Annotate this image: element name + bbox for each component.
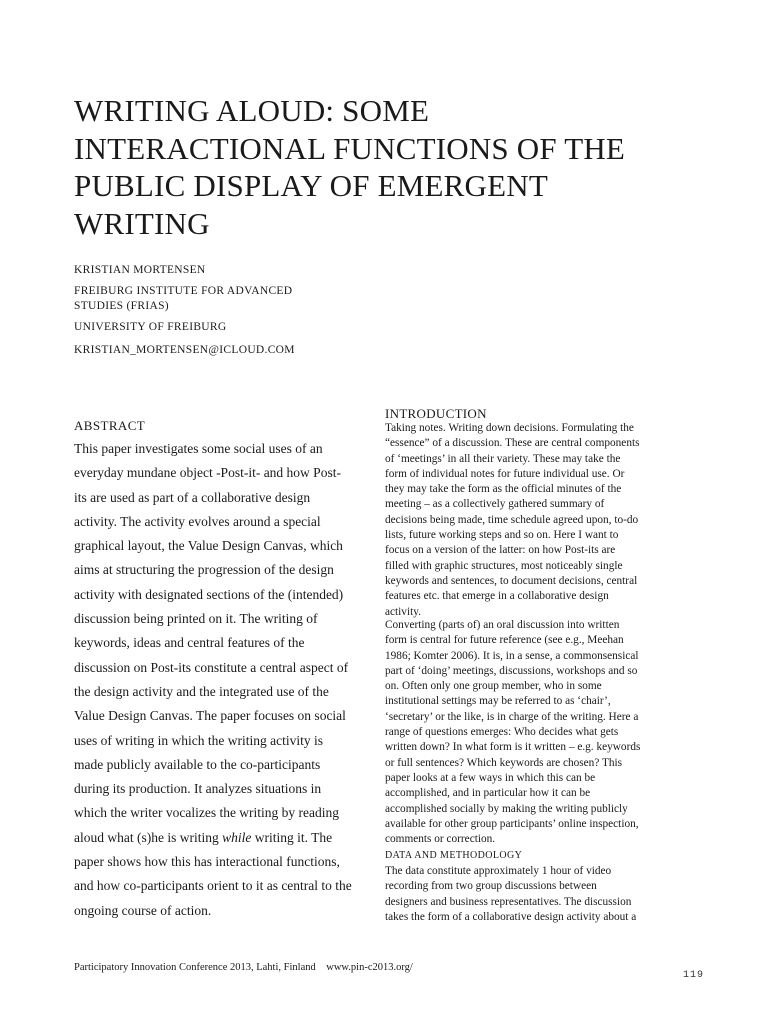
intro-line: Converting (parts of) an oral discussion into written (385, 619, 620, 631)
intro-line: filled with graphic structures, most noticeably single (385, 559, 623, 572)
intro-line: part of ‘doing’ meetings, discussions, workshops and so (385, 664, 638, 677)
intro-line: available for other group participants’ online inspection, (385, 817, 639, 830)
intro-line: or full sentences? Which keywords are chosen? This (385, 756, 623, 769)
intro-line: focus on a version of the latter: on how Post-its are (385, 544, 616, 557)
intro-line: comments or correction. (385, 833, 496, 846)
abstract-line: uses of writing in which the writing activity is (74, 732, 323, 748)
intro-line: meeting – as a collectively gathered summary of (385, 498, 605, 511)
abstract-line: ongoing course of action. (74, 902, 212, 918)
abstract-line: which the writer vocalizes the writing by reading (74, 805, 340, 821)
abstract-line-end: writing it. The (251, 829, 333, 845)
title-line: INTERACTIONAL FUNCTIONS OF THE (74, 130, 626, 166)
intro-line: institutional settings may be referred to as ‘chair’, (385, 695, 611, 708)
abstract-line: aims at structuring the progression of the design (74, 562, 334, 578)
abstract-line: the design activity and the integrated use of the (74, 683, 329, 699)
author-affiliation (74, 284, 374, 314)
intro-line: form of individual notes for future individual use. Or (385, 467, 625, 480)
intro-line: “essence” of a discussion. These are central components (385, 437, 640, 450)
abstract-line: keywords, ideas and central features of the (74, 635, 305, 651)
title-line: PUBLIC DISPLAY OF EMERGENT (74, 168, 548, 203)
intro-line: features etc. that emerge in a collaborative design (385, 590, 609, 603)
abstract-line: and how co-participants orient to it as central to the (74, 878, 352, 894)
abstract-line: graphical layout, the Value Design Canvas, which (74, 538, 343, 554)
abstract-line-italic (74, 826, 374, 850)
intro-line: of ‘meetings’ in all their variety. These may take the (385, 452, 621, 465)
introduction-paragraph-1 (385, 421, 715, 620)
abstract-line: made publicly available to the co-participants (74, 756, 321, 772)
abstract-heading: ABSTRACT (74, 418, 146, 433)
intro-line: activity. (385, 605, 421, 618)
intro-line: form is central for future reference (see e.g., Meehan (385, 634, 624, 647)
data-methodology-heading: DATA AND METHODOLOGY (385, 850, 523, 861)
data-methodology-paragraph (385, 864, 715, 925)
abstract-line: discussion on Post-its constitute a central aspect of (74, 659, 349, 675)
author-email: KRISTIAN_MORTENSEN@ICLOUD.COM (74, 344, 295, 356)
methodology-line: takes the form of a collaborative design activity about a (385, 910, 637, 923)
footer-url[interactable]: www.pin-c2013.org/ (326, 962, 413, 973)
methodology-line: The data constitute approximately 1 hour of video (385, 865, 612, 877)
methodology-line: recording from two group discussions between (385, 880, 597, 893)
intro-line: ‘secretary’ or the like, is in charge of the writing. Here a (385, 710, 639, 723)
title-line: WRITING (74, 205, 210, 241)
intro-line: Taking notes. Writing down decisions. Formulating the (385, 422, 634, 434)
intro-line: accomplished socially by making the writing publicly (385, 802, 628, 815)
affiliation-line: STUDIES (FRIAS) (74, 300, 169, 312)
intro-line: paper looks at a few ways in which this can be (385, 771, 596, 784)
abstract-line: activity. The activity evolves around a special (74, 513, 321, 529)
abstract-line: Value Design Canvas. The paper focuses on social (74, 708, 346, 724)
abstract-line: activity with designated sections of the (intended) (74, 586, 344, 602)
author-name: KRISTIAN MORTENSEN (74, 264, 206, 276)
intro-line: written down? In what form is it written – e.g. keywords (385, 741, 641, 754)
page-footer (74, 962, 413, 973)
intro-line: on. Often only one group member, who in some (385, 680, 602, 693)
intro-line: decisions being made, time schedule agreed upon, to-do (385, 513, 639, 526)
affiliation-line: FREIBURG INSTITUTE FOR ADVANCED (74, 285, 293, 297)
abstract-body (74, 437, 374, 923)
paper-title (74, 92, 714, 242)
intro-line: accomplished, and in particular how it can be (385, 787, 591, 800)
abstract-line: everyday mundane object -Post-it- and how Post- (74, 465, 341, 481)
abstract-line: during its production. It analyzes situations in (74, 781, 322, 797)
introduction-heading: INTRODUCTION (385, 406, 487, 421)
intro-line: 1986; Komter 2006). It is, in a sense, a commonsensical (385, 649, 639, 662)
intro-line: keywords and sentences, to document decisions, central (385, 574, 638, 587)
abstract-line: its are used as part of a collaborative design (74, 489, 311, 505)
page-number: 119 (683, 970, 705, 981)
author-university: UNIVERSITY OF FREIBURG (74, 321, 227, 333)
abstract-line: paper shows how this has interactional functions, (74, 854, 340, 870)
methodology-line: designers and business representatives. The discussion (385, 895, 632, 908)
abstract-line-start: aloud what (s)he is writing (74, 829, 219, 845)
title-line: WRITING ALOUD: SOME (74, 93, 430, 128)
footer-conference: Participatory Innovation Conference 2013, Lahti, Finland (74, 962, 316, 973)
abstract-line: This paper investigates some social uses of an (74, 441, 323, 456)
intro-line: lists, future working steps and so on. Here I want to (385, 529, 619, 542)
intro-line: range of questions emerges: Who decides what gets (385, 726, 619, 739)
italic-word: while (222, 829, 252, 845)
introduction-paragraph-2 (385, 618, 715, 847)
abstract-line: discussion being printed on it. The writing of (74, 611, 318, 627)
intro-line: they may take the form as the official minutes of the (385, 483, 622, 496)
